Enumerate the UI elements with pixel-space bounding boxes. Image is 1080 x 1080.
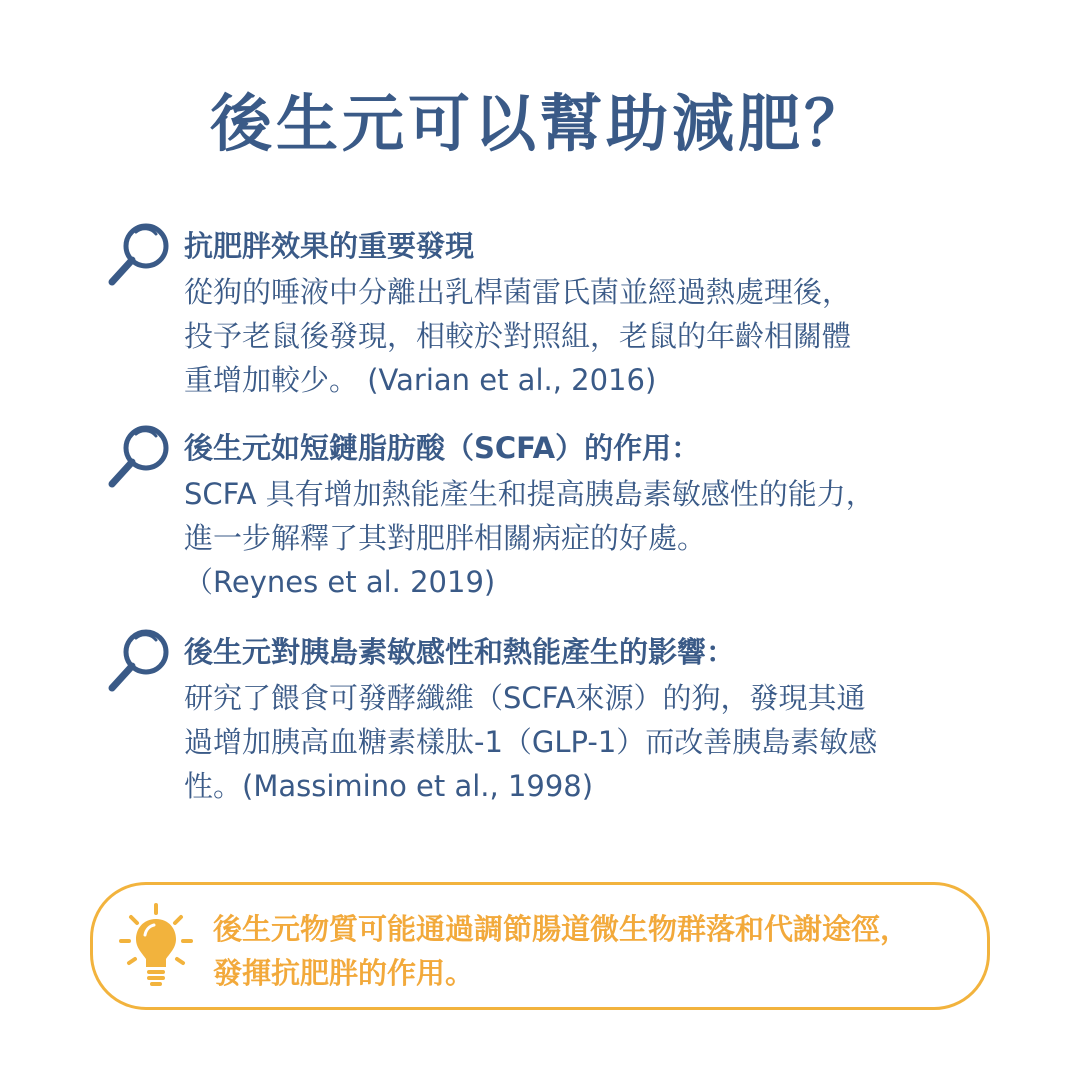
- finding-line: 研究了餵食可發酵纖維（SCFA來源）的狗，發現其通: [184, 681, 866, 715]
- finding-body: [184, 676, 964, 808]
- tip-line: 發揮抗肥胖的作用。: [213, 956, 475, 990]
- lightbulb-icon: [119, 901, 193, 993]
- finding-line: 過增加胰高血糖素樣肽-1（GLP-1）而改善胰島素敏感: [184, 725, 878, 759]
- finding-line: 性。(Massimino et al., 1998): [184, 769, 594, 803]
- finding-heading: 後生元對胰島素敏感性和熱能產生的影響：: [184, 635, 736, 669]
- magnifier-icon: [104, 624, 174, 694]
- finding-line: 進一步解釋了其對肥胖相關病症的好處。: [184, 521, 707, 555]
- finding-body: [184, 270, 964, 402]
- magnifier-icon: [104, 218, 174, 288]
- finding-line: 投予老鼠後發現，相較於對照組，老鼠的年齡相關體: [184, 319, 852, 353]
- tip-box: [90, 882, 990, 1010]
- finding-line: SCFA 具有增加熱能產生和提高胰島素敏感性的能力，: [184, 477, 875, 511]
- page-title: 後生元可以幫助減肥？: [209, 87, 870, 160]
- finding-line: （Reynes et al. 2019): [184, 565, 496, 599]
- finding-line: 重增加較少。 (Varian et al., 2016): [184, 363, 657, 397]
- finding-body: [184, 472, 964, 604]
- finding-line: 從狗的唾液中分離出乳桿菌雷氏菌並經過熱處理後，: [184, 275, 852, 309]
- magnifier-icon: [104, 420, 174, 490]
- tip-text: [213, 907, 909, 995]
- finding-item: [104, 218, 984, 418]
- finding-heading: 後生元如短鏈脂肪酸（SCFA）的作用：: [184, 431, 701, 465]
- finding-heading: 抗肥胖效果的重要發現: [184, 229, 475, 263]
- tip-line: 後生元物質可能通過調節腸道微生物群落和代謝途徑，: [213, 912, 910, 946]
- finding-item: [104, 624, 984, 824]
- finding-item: [104, 420, 984, 620]
